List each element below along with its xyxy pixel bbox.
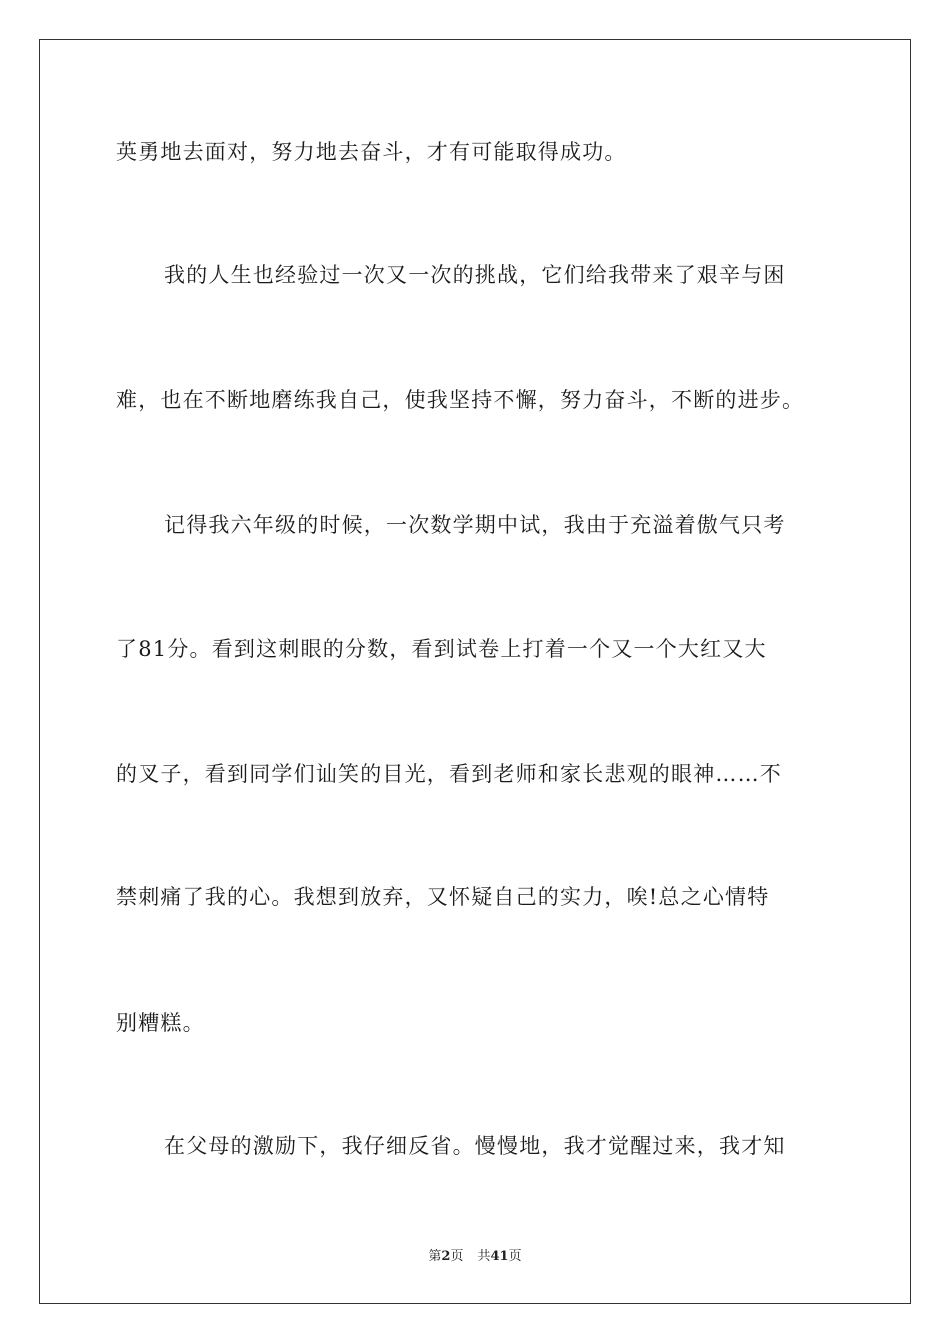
footer-page-prefix: 第 [428, 1249, 442, 1264]
text-line-5: 了81分。看到这刺眼的分数，看到试卷上打着一个又一个大红又大 [116, 637, 767, 661]
footer-page-number: 2 [441, 1249, 451, 1264]
footer-total-prefix: 共 [477, 1249, 491, 1264]
text-line-7: 禁刺痛了我的心。我想到放弃，又怀疑自己的实力，唉!总之心情特 [116, 885, 770, 909]
text-line-4: 记得我六年级的时候，一次数学期中试，我由于充溢着傲气只考 [164, 513, 786, 537]
footer-page-suffix: 页 [450, 1249, 464, 1264]
text-line-1: 英勇地去面对，努力地去奋斗，才有可能取得成功。 [116, 140, 627, 164]
text-line-2: 我的人生也经验过一次又一次的挑战，它们给我带来了艰辛与困 [164, 263, 786, 287]
text-line-3: 难，也在不断地磨练我自己，使我坚持不懈，努力奋斗，不断的进步。 [116, 388, 805, 412]
text-line-9: 在父母的激励下，我仔细反省。慢慢地，我才觉醒过来，我才知 [164, 1134, 786, 1158]
text-line-8: 别糟糕。 [116, 1011, 205, 1035]
text-line-6: 的叉子，看到同学们讪笑的目光，看到老师和家长悲观的眼神……不 [116, 762, 782, 786]
footer-total-suffix: 页 [508, 1249, 522, 1264]
page-frame [39, 39, 911, 1304]
page-footer [0, 1248, 950, 1266]
footer-total-pages: 41 [490, 1249, 509, 1264]
